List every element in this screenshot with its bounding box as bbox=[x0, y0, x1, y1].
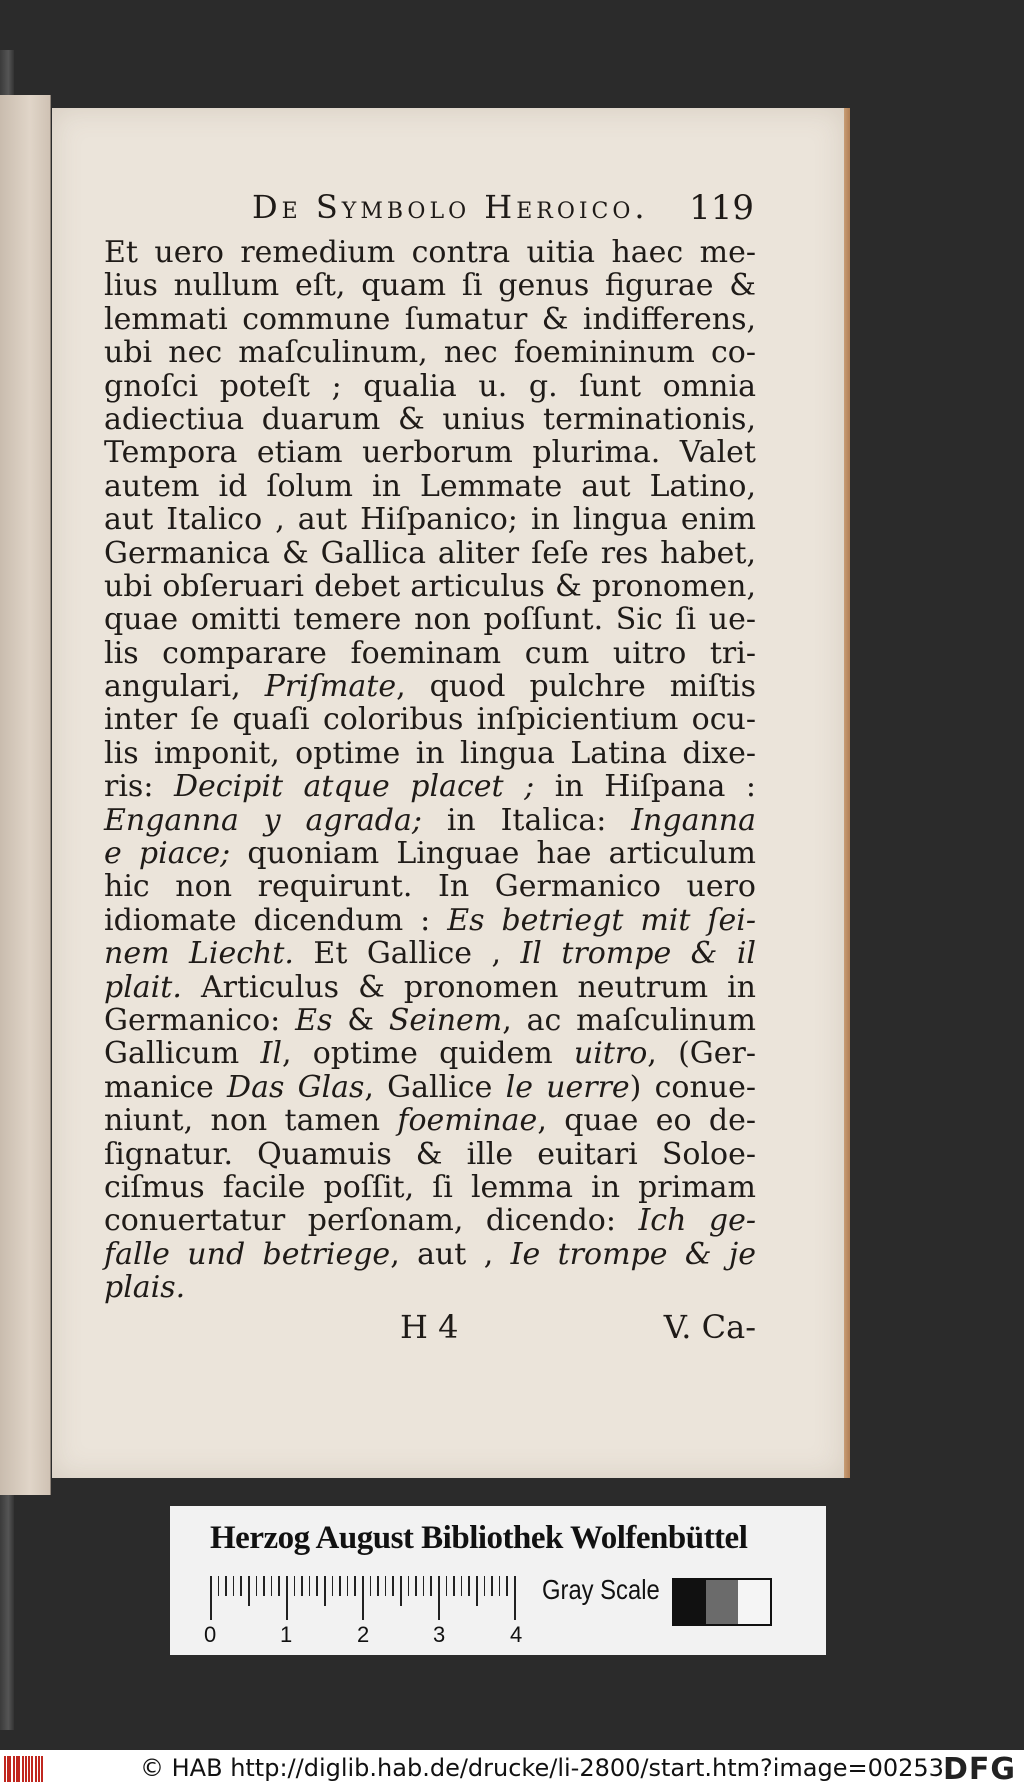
text-line bbox=[104, 971, 756, 1004]
text-line bbox=[104, 937, 756, 970]
ruler-tick bbox=[271, 1576, 273, 1596]
text-segment: ſignatur. Quamuis & ille euitari Soloe- bbox=[104, 1136, 756, 1172]
gray-swatch bbox=[674, 1580, 706, 1624]
italic-text: plait. bbox=[104, 969, 182, 1005]
logo-bar bbox=[41, 1756, 43, 1782]
text-segment: inter ſe quaſi coloribus inſpicientium ocu- bbox=[104, 702, 756, 738]
ruler-tick bbox=[218, 1576, 220, 1596]
text-segment: , (Ger- bbox=[647, 1036, 756, 1072]
ruler-tick bbox=[316, 1576, 318, 1596]
text-segment: Et Gallice , bbox=[293, 936, 521, 972]
library-color-card bbox=[170, 1506, 826, 1655]
book-page bbox=[52, 108, 844, 1478]
ruler-tick bbox=[294, 1576, 296, 1596]
text-line bbox=[104, 904, 756, 937]
page-number: 119 bbox=[689, 188, 754, 228]
logo-bar bbox=[22, 1756, 24, 1782]
page-footer bbox=[104, 1308, 756, 1348]
ruler-tick bbox=[362, 1576, 364, 1620]
text-segment: ) conue- bbox=[629, 1069, 756, 1105]
gray-swatch bbox=[706, 1580, 738, 1624]
ruler-tick bbox=[468, 1576, 470, 1596]
ruler-tick bbox=[332, 1576, 334, 1596]
ruler-tick bbox=[225, 1576, 227, 1596]
hab-logo-icon bbox=[4, 1756, 46, 1782]
viewer-footer bbox=[0, 1750, 1024, 1789]
italic-text: Il bbox=[260, 1036, 282, 1072]
text-line bbox=[104, 770, 756, 803]
text-line bbox=[104, 436, 756, 469]
text-line bbox=[104, 1138, 756, 1171]
italic-text: Ich ge- bbox=[638, 1203, 756, 1239]
text-segment: gnoſci poteſt ; qualia u. g. ſunt omnia bbox=[104, 368, 756, 404]
text-segment: angulari, bbox=[104, 669, 265, 705]
library-name: Herzog August Bibliothek Wolfenbüttel bbox=[210, 1520, 748, 1556]
text-line bbox=[104, 870, 756, 903]
text-line bbox=[104, 1271, 756, 1304]
text-line bbox=[104, 269, 756, 302]
ruler-tick bbox=[347, 1576, 349, 1596]
text-segment: , aut , bbox=[390, 1236, 511, 1272]
text-line bbox=[104, 470, 756, 503]
gray-scale-swatches bbox=[672, 1578, 772, 1626]
ruler-tick bbox=[453, 1576, 455, 1596]
text-segment: & bbox=[332, 1002, 389, 1038]
text-segment: lis comparare foeminam cum uitro tri- bbox=[104, 635, 756, 671]
text-segment: ris: bbox=[104, 769, 174, 805]
logo-bar bbox=[4, 1756, 6, 1782]
ruler-tick bbox=[233, 1576, 235, 1596]
ruler-tick bbox=[476, 1576, 478, 1606]
text-segment: Germanico: bbox=[104, 1002, 296, 1038]
dfg-logo: DFG bbox=[942, 1752, 1016, 1787]
ruler-tick bbox=[400, 1576, 402, 1606]
ruler-tick bbox=[415, 1576, 417, 1596]
ruler-tick bbox=[461, 1576, 463, 1596]
text-line bbox=[104, 570, 756, 603]
italic-text: foeminae bbox=[397, 1103, 538, 1139]
signature-mark: H 4 bbox=[400, 1308, 459, 1346]
ruler-number: 2 bbox=[357, 1622, 370, 1647]
running-title: De Symbolo Heroico. bbox=[252, 188, 649, 226]
logo-bar bbox=[9, 1756, 11, 1782]
logo-bar bbox=[18, 1756, 20, 1782]
ruler-tick bbox=[491, 1576, 493, 1596]
logo-bar bbox=[31, 1756, 33, 1782]
text-segment: ubi obſeruari debet articulus & pronomen, bbox=[104, 568, 756, 604]
text-line bbox=[104, 804, 756, 837]
ruler-tick bbox=[484, 1576, 486, 1596]
ruler-tick bbox=[240, 1576, 242, 1596]
ruler-ticks bbox=[210, 1576, 520, 1620]
logo-bar bbox=[25, 1756, 27, 1782]
italic-text: Enganna y agrada; bbox=[104, 802, 422, 838]
ruler-tick bbox=[354, 1576, 356, 1596]
ruler-number: 3 bbox=[433, 1622, 446, 1647]
text-line bbox=[104, 1171, 756, 1204]
ruler-tick bbox=[339, 1576, 341, 1596]
text-line bbox=[104, 737, 756, 770]
text-segment: quoniam Linguae hae articulum bbox=[230, 836, 756, 872]
italic-text: Es bbox=[295, 1002, 333, 1038]
text-segment: in Hiſpana : bbox=[534, 769, 756, 805]
text-segment: ubi nec maſculinum, nec foemininum co- bbox=[104, 335, 756, 371]
italic-text: e piace; bbox=[104, 836, 231, 872]
text-segment: Gallicum bbox=[104, 1036, 261, 1072]
text-line bbox=[104, 837, 756, 870]
italic-text: uitro bbox=[573, 1036, 648, 1072]
text-line bbox=[104, 303, 756, 336]
text-line bbox=[104, 370, 756, 403]
text-segment: ciſmus facile poſſit, ſi lemma in primam bbox=[104, 1169, 756, 1205]
ruler-number: 1 bbox=[280, 1622, 293, 1647]
ruler-tick bbox=[499, 1576, 501, 1596]
ruler-tick bbox=[370, 1576, 372, 1596]
italic-text: falle und betriege bbox=[104, 1236, 391, 1272]
ruler-tick bbox=[430, 1576, 432, 1596]
ruler-tick bbox=[385, 1576, 387, 1596]
italic-text: Il trompe & il bbox=[520, 936, 757, 972]
text-segment: Germanica & Gallica aliter ſeſe res habet, bbox=[104, 535, 756, 571]
text-segment: , quod pulchre miſtis bbox=[396, 669, 756, 705]
italic-text: Decipit atque placet ; bbox=[173, 769, 535, 805]
copyright-text: © HAB http://diglib.hab.de/drucke/li-2800/start.htm?image=00253 bbox=[140, 1754, 944, 1782]
italic-text: Seinem bbox=[388, 1002, 503, 1038]
text-line bbox=[104, 236, 756, 269]
italic-text: Ie trompe & je bbox=[510, 1236, 756, 1272]
ruler bbox=[204, 1576, 523, 1647]
text-segment: hic non requirunt. In Germanico uero bbox=[104, 869, 756, 905]
text-segment: autem id ſolum in Lemmate aut Latino, bbox=[104, 468, 756, 504]
ruler-tick bbox=[506, 1576, 508, 1596]
facing-page-edge bbox=[0, 95, 51, 1495]
logo-bar bbox=[13, 1756, 15, 1782]
text-segment: Et uero remedium contra uitia haec me- bbox=[104, 235, 756, 270]
ruler-tick bbox=[301, 1576, 303, 1596]
text-line bbox=[104, 1004, 756, 1037]
logo-bar bbox=[38, 1756, 40, 1782]
italic-text: Das Glas bbox=[227, 1069, 365, 1105]
italic-text: plais. bbox=[104, 1270, 186, 1306]
text-segment: lis imponit, optime in lingua Latina dixe- bbox=[104, 735, 756, 771]
text-line bbox=[104, 403, 756, 436]
text-segment: in Italica: bbox=[421, 802, 632, 838]
ruler-tick bbox=[278, 1576, 280, 1596]
italic-text: Inganna bbox=[631, 802, 756, 838]
ruler-tick bbox=[248, 1576, 250, 1606]
text-segment: idiomate dicendum : bbox=[104, 902, 448, 938]
page-header bbox=[202, 188, 752, 228]
ruler-tick bbox=[286, 1576, 288, 1620]
italic-text: le uerre bbox=[505, 1069, 630, 1105]
text-segment: aut Italico , aut Hiſpanico; in lingua enim bbox=[104, 502, 756, 538]
gray-scale-label: Gray Scale bbox=[542, 1574, 660, 1605]
text-segment: quae omitti temere non poſſunt. Sic ſi ue- bbox=[104, 602, 756, 638]
text-line bbox=[104, 1204, 756, 1237]
ruler-number: 0 bbox=[204, 1622, 217, 1647]
ruler-tick bbox=[263, 1576, 265, 1596]
text-line bbox=[104, 503, 756, 536]
text-line bbox=[104, 603, 756, 636]
italic-text: nem Liecht. bbox=[104, 936, 294, 972]
ruler-tick bbox=[408, 1576, 410, 1596]
text-segment: , Gallice bbox=[364, 1069, 506, 1105]
ruler-tick bbox=[514, 1576, 516, 1620]
text-segment: manice bbox=[104, 1069, 228, 1105]
text-segment: adiectiua duarum & unius terminationis, bbox=[104, 401, 756, 437]
italic-text: Es betriegt mit ſei- bbox=[447, 902, 756, 938]
text-segment: niunt, non tamen bbox=[104, 1103, 398, 1139]
text-line bbox=[104, 1238, 756, 1271]
text-line bbox=[104, 703, 756, 736]
ruler-number: 4 bbox=[510, 1622, 523, 1647]
ruler-tick bbox=[438, 1576, 440, 1620]
body-text bbox=[104, 236, 756, 1305]
text-segment: Articulus & pronomen neutrum in bbox=[181, 969, 756, 1005]
text-line bbox=[104, 1071, 756, 1104]
logo-bar bbox=[28, 1756, 30, 1782]
logo-bar bbox=[35, 1756, 37, 1782]
ruler-tick bbox=[309, 1576, 311, 1596]
gray-swatch bbox=[738, 1580, 770, 1624]
ruler-tick bbox=[392, 1576, 394, 1596]
text-line bbox=[104, 1037, 756, 1070]
text-segment: conuertatur perſonam, dicendo: bbox=[104, 1203, 639, 1239]
text-segment: lemmati commune ſumatur & indifferens, bbox=[104, 301, 756, 337]
text-line bbox=[104, 336, 756, 369]
italic-text: Priſmate bbox=[264, 669, 397, 705]
text-line bbox=[104, 670, 756, 703]
text-line bbox=[104, 1104, 756, 1137]
ruler-tick bbox=[210, 1576, 212, 1620]
ruler-tick bbox=[377, 1576, 379, 1596]
ruler-tick bbox=[256, 1576, 258, 1596]
catchword: V. Ca- bbox=[663, 1308, 756, 1346]
text-line bbox=[104, 637, 756, 670]
text-segment: , ac maſculinum bbox=[502, 1002, 756, 1038]
ruler-tick bbox=[324, 1576, 326, 1606]
text-line bbox=[104, 537, 756, 570]
text-segment: , optime quidem bbox=[281, 1036, 574, 1072]
ruler-tick bbox=[423, 1576, 425, 1596]
ruler-tick bbox=[446, 1576, 448, 1596]
text-segment: Tempora etiam uerborum plurima. Valet bbox=[104, 435, 756, 471]
text-segment: , quae eo de- bbox=[537, 1103, 756, 1139]
text-segment: lius nullum eſt, quam ſi genus figurae & bbox=[104, 268, 756, 304]
